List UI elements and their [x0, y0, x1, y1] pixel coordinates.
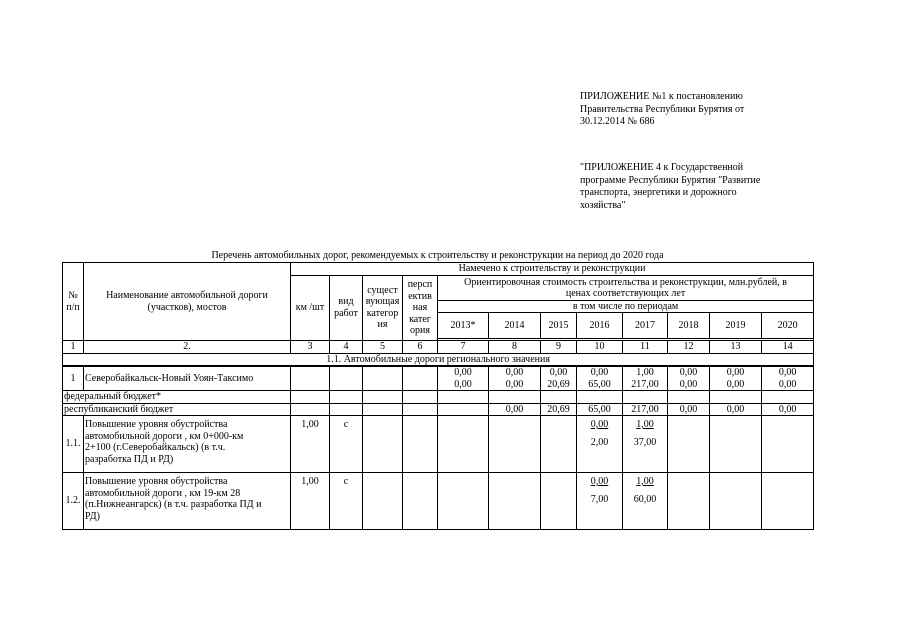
value-2013: 0,00 0,00: [438, 366, 489, 391]
section-title: 1.1. Автомобильные дороги регионального значения: [63, 353, 814, 366]
year-2020: 2020: [762, 313, 814, 339]
republic-budget-label: республиканский бюджет: [63, 403, 291, 416]
republic-2019: 0,00: [710, 403, 762, 416]
col-number: 13: [710, 341, 762, 354]
header-by-period: в том числе по периодам: [438, 300, 814, 313]
item-km: 1,00: [291, 473, 330, 530]
col-number: 8: [489, 341, 541, 354]
republic-2020: 0,00: [762, 403, 814, 416]
republic-2017: 217,00: [623, 403, 668, 416]
item-name: Повышение уровня обустройства автомобильной дороги , км 19-км 28 (п.Нижнеангарск) (в т.ч. разработка ПД и РД): [84, 473, 291, 530]
year-2016: 2016: [577, 313, 623, 339]
col-number: 11: [623, 341, 668, 354]
col-number: 7: [438, 341, 489, 354]
republic-2014: 0,00: [489, 403, 541, 416]
appendix-2-line: "ПРИЛОЖЕНИЕ 4 к Государственной: [580, 162, 744, 173]
item-name: Повышение уровня обустройства автомобильной дороги , км 0+000-км 2+100 (г.Северобайкальск) (в т.ч. разработка ПД и РД): [84, 416, 291, 473]
col-number: 1: [63, 341, 84, 354]
header-existing-category: сущест вующая категор ия: [363, 275, 403, 341]
road-name: Северобайкальск-Новый Уоян-Таксимо: [84, 366, 291, 391]
item-km: 1,00: [291, 416, 330, 473]
value-2018: 0,00 0,00: [668, 366, 710, 391]
value-2016: 0,00 65,00: [577, 366, 623, 391]
col-number: 3: [291, 341, 330, 354]
header-prospective-category: персп ектив ная катег ория: [403, 275, 438, 341]
republic-2016: 65,00: [577, 403, 623, 416]
header-num: № п/п: [63, 263, 84, 341]
header-cost: Ориентировочная стоимость строительства и реконструкции, млн.рублей, в ценах соответствующих лет: [438, 275, 814, 300]
value-2017: 1,00 217,00: [623, 366, 668, 391]
year-2019: 2019: [710, 313, 762, 339]
document-title: Перечень автомобильных дорог, рекомендуемых к строительству и реконструкции на период до 2020 года: [211, 250, 664, 261]
item-2016: 0,00 2,00: [577, 416, 623, 473]
item-2016: 0,00 7,00: [577, 473, 623, 530]
value-2019: 0,00 0,00: [710, 366, 762, 391]
item-work-type: с: [330, 416, 363, 473]
roads-table: [62, 262, 814, 530]
year-2014: 2014: [489, 313, 541, 339]
header-work-type: вид работ: [330, 275, 363, 341]
appendix-2-line: транспорта, энергетики и дорожного: [580, 187, 737, 198]
year-2017: 2017: [623, 313, 668, 339]
appendix-2-note: [580, 162, 760, 212]
year-2018: 2018: [668, 313, 710, 339]
value-2020: 0,00 0,00: [762, 366, 814, 391]
republic-2018: 0,00: [668, 403, 710, 416]
col-number: 10: [577, 341, 623, 354]
item-work-type: с: [330, 473, 363, 530]
table-row: [63, 473, 814, 530]
col-number: 2.: [84, 341, 291, 354]
header-name: Наименование автомобильной дороги (участков), мостов: [84, 263, 291, 341]
header-km: км /шт: [291, 275, 330, 341]
col-number: 9: [541, 341, 577, 354]
table-row: [63, 416, 814, 473]
republic-2015: 20,69: [541, 403, 577, 416]
header-planned: Намечено к строительству и реконструкции: [291, 263, 814, 276]
year-2013: 2013*: [438, 313, 489, 339]
appendix-2-line: программе Республики Бурятия "Развитие: [580, 174, 761, 186]
col-number: 6: [403, 341, 438, 354]
year-2015: 2015: [541, 313, 577, 339]
value-2014: 0,00 0,00: [489, 366, 541, 391]
appendix-1-line: Правительства Республики Бурятия от: [580, 103, 745, 115]
col-number: 4: [330, 341, 363, 354]
row-num: 1.2.: [63, 473, 84, 530]
table-row: [63, 391, 814, 404]
table-row: [63, 403, 814, 416]
row-num: 1: [63, 366, 84, 391]
appendix-1-line: ПРИЛОЖЕНИЕ №1 к постановлению: [580, 91, 743, 102]
item-2017: 1,00 60,00: [623, 473, 668, 530]
appendix-2-line: хозяйства": [580, 199, 626, 211]
col-number: 5: [363, 341, 403, 354]
value-2015: 0,00 20,69: [541, 366, 577, 391]
row-num: 1.1.: [63, 416, 84, 473]
appendix-1-note: [580, 91, 744, 129]
appendix-1-line: 30.12.2014 № 686: [580, 116, 655, 127]
col-number: 14: [762, 341, 814, 354]
federal-budget-label: федеральный бюджет*: [63, 391, 291, 404]
table-row: [63, 366, 814, 391]
col-number: 12: [668, 341, 710, 354]
item-2017: 1,00 37,00: [623, 416, 668, 473]
